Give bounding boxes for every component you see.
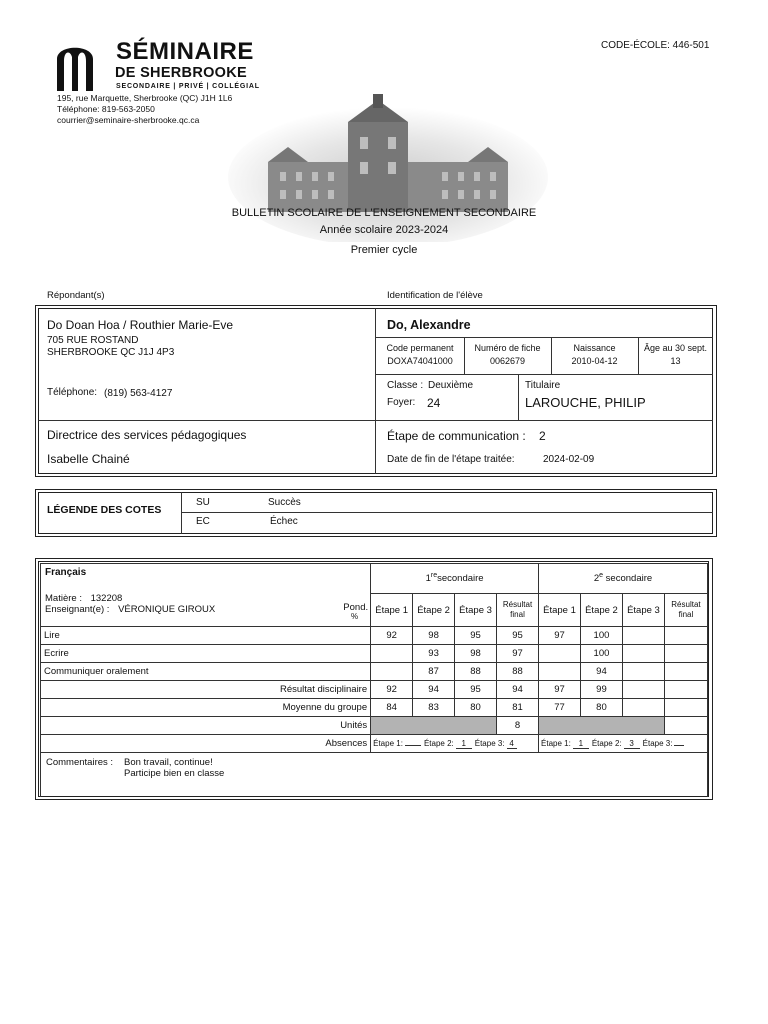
- grade-cell: 97: [539, 627, 581, 645]
- grade-cell: 81: [497, 699, 539, 717]
- legend-divider-horizontal: [182, 512, 713, 513]
- school-logo-icon: [57, 39, 93, 91]
- numero-fiche-label: Numéro de fiche: [474, 343, 541, 353]
- legend-divider-vertical: [181, 492, 182, 534]
- units-value: 8: [497, 717, 539, 735]
- grade-cell: 87: [413, 663, 455, 681]
- etape: 2: [539, 429, 546, 443]
- grade-cell: 97: [539, 681, 581, 699]
- foyer-label: Foyer:: [387, 397, 416, 408]
- grade-cell: 97: [497, 645, 539, 663]
- info-divider-student-top: [376, 337, 713, 338]
- abs-value: 1: [573, 739, 589, 749]
- grade-cell: [664, 663, 707, 681]
- units-shade-sec1: [371, 717, 497, 735]
- sec2-header: [539, 564, 708, 594]
- grade-cell: [371, 645, 413, 663]
- teacher-label: Enseignant(e) :: [45, 604, 110, 615]
- legend-label-su: Succès: [268, 497, 301, 508]
- matiere-line: [45, 593, 366, 604]
- grade-cell: 98: [413, 627, 455, 645]
- absences-sec1: [371, 735, 539, 753]
- col-header: Étape 2: [413, 594, 455, 627]
- legend-label-ec: Échec: [270, 516, 298, 527]
- naissance-label: Naissance: [573, 343, 616, 353]
- grade-row: [41, 699, 708, 717]
- sec1-num: 1: [425, 573, 431, 585]
- sec2-sup: e: [599, 572, 604, 580]
- pond-label: Pond.: [343, 602, 369, 613]
- col-header: Étape 3: [455, 594, 497, 627]
- comments-block: [46, 757, 702, 779]
- grade-cell: [664, 681, 707, 699]
- grade-cell: [539, 663, 581, 681]
- school-name-line1: SÉMINAIRE: [116, 38, 254, 65]
- subject-name: Français: [45, 567, 87, 578]
- school-name-line2: DE SHERBROOKE: [115, 65, 247, 81]
- matiere-label: Matière :: [45, 593, 82, 604]
- abs-label: Étape 2:: [423, 738, 454, 748]
- grade-cell: 100: [580, 627, 622, 645]
- school-phone: Téléphone: 819-563-2050: [57, 104, 155, 114]
- grade-cell: 80: [455, 699, 497, 717]
- grade-cell: 94: [413, 681, 455, 699]
- grade-row-label: Lire: [41, 627, 371, 645]
- grade-cell: 95: [497, 627, 539, 645]
- grade-row: [41, 627, 708, 645]
- grade-cell: 92: [371, 681, 413, 699]
- abs-value: [405, 745, 421, 746]
- abs-label: Étape 3:: [474, 738, 505, 748]
- etape-label: Étape de communication :: [387, 429, 526, 443]
- comment-line: Bon travail, continue!: [124, 757, 213, 768]
- comments-cell: [41, 753, 708, 798]
- abs-label: Étape 3:: [642, 738, 673, 748]
- sec1-header: [371, 564, 539, 594]
- director-title: Directrice des services pédagogiques: [47, 428, 247, 442]
- units-row: [41, 717, 708, 735]
- grade-cell: [664, 645, 707, 663]
- col-header: Résultat final: [664, 594, 707, 627]
- school-code: CODE-ÉCOLE: 446-501: [601, 40, 710, 51]
- respondent-city: SHERBROOKE QC J1J 4P3: [47, 347, 175, 358]
- abs-value: [674, 745, 684, 746]
- date-fin-label: Date de fin de l'étape traitée:: [387, 454, 515, 465]
- sec1-text: secondaire: [437, 573, 484, 585]
- grade-row-label: Ecrire: [41, 645, 371, 663]
- age: 13: [670, 356, 681, 366]
- grade-row: [41, 663, 708, 681]
- col-header: Étape 1: [371, 594, 413, 627]
- grade-cell: 92: [371, 627, 413, 645]
- teacher-line: [45, 602, 369, 615]
- grade-cell: [664, 699, 707, 717]
- sec2-text: secondaire: [603, 573, 653, 585]
- sec1-sup: re: [430, 572, 438, 580]
- grade-row: [41, 645, 708, 663]
- grade-cell: 88: [497, 663, 539, 681]
- respondent-phone: (819) 563-4127: [104, 388, 173, 399]
- pct-label: %: [351, 612, 359, 621]
- grade-row-label: Communiquer oralement: [41, 663, 371, 681]
- abs-label: Étape 1:: [373, 738, 403, 748]
- units-label: Unités: [41, 717, 371, 735]
- grade-row-label: Moyenne du groupe: [41, 699, 371, 717]
- foyer: 24: [427, 396, 441, 410]
- legend-code-ec: EC: [196, 516, 210, 527]
- col-header: Résultat final: [497, 594, 539, 627]
- grade-rows: [41, 627, 708, 717]
- matiere: 132208: [90, 593, 123, 604]
- abs-label: Étape 1:: [541, 738, 571, 748]
- grade-cell: [539, 645, 581, 663]
- grade-cell: 84: [371, 699, 413, 717]
- comments-row: [41, 753, 708, 798]
- bulletin-title: BULLETIN SCOLAIRE DE L'ENSEIGNEMENT SECONDAIRE: [231, 207, 537, 219]
- grade-cell: [622, 699, 664, 717]
- subject-cell: [41, 564, 371, 627]
- info-divider-vertical: [375, 308, 376, 474]
- col-header: Étape 1: [539, 594, 581, 627]
- comment-line: Participe bien en classe: [124, 768, 225, 779]
- code-permanent: DOXA74041000: [387, 356, 453, 366]
- units-shade-sec2: [539, 717, 665, 735]
- director-name: Isabelle Chainé: [47, 452, 130, 466]
- grade-cell: 98: [455, 645, 497, 663]
- col-header: Étape 3: [622, 594, 664, 627]
- grade-cell: 80: [580, 699, 622, 717]
- grade-cell: 94: [580, 663, 622, 681]
- absences-sec2: [539, 735, 708, 753]
- grade-cell: 88: [455, 663, 497, 681]
- respondent-street: 705 RUE ROSTAND: [47, 335, 139, 346]
- grade-cell: [622, 645, 664, 663]
- grade-cell: 77: [539, 699, 581, 717]
- respondent-names: Do Doan Hoa / Routhier Marie-Eve: [47, 318, 234, 332]
- titulaire: LAROUCHE, PHILIP: [525, 395, 646, 410]
- comments-text: [124, 757, 224, 779]
- numero-fiche: 0062679: [489, 356, 526, 366]
- respondents-label: Répondant(s): [47, 290, 105, 301]
- teacher: VÉRONIQUE GIROUX: [118, 604, 216, 615]
- bulletin-cycle: Premier cycle: [350, 244, 418, 256]
- abs-value: 4: [507, 739, 517, 749]
- school-address: 195, rue Marquette, Sherbrooke (QC) J1H 1L6: [57, 93, 233, 103]
- units-empty: [664, 717, 707, 735]
- building-photo-icon: [228, 92, 548, 242]
- school-tagline: SECONDAIRE | PRIVÉ | COLLÉGIAL: [116, 83, 260, 90]
- info-divider-horizontal: [38, 420, 713, 421]
- grade-row: [41, 681, 708, 699]
- school-email: courrier@seminaire-sherbrooke.qc.ca: [57, 115, 200, 125]
- student-identification-label: Identification de l'élève: [387, 290, 483, 301]
- grade-row-label: Résultat disciplinaire: [41, 681, 371, 699]
- classe-label: Classe :: [387, 380, 424, 391]
- grade-cell: 99: [580, 681, 622, 699]
- legend-code-su: SU: [196, 497, 210, 508]
- abs-value: 1: [456, 739, 472, 749]
- grade-cell: 95: [455, 681, 497, 699]
- grade-cell: [622, 663, 664, 681]
- student-name: Do, Alexandre: [387, 318, 471, 332]
- grade-cell: 94: [497, 681, 539, 699]
- code-permanent-label: Code permanent: [386, 343, 454, 353]
- info-divider-v4: [518, 374, 519, 420]
- sec2-num: 2: [593, 573, 600, 585]
- absences-row: [41, 735, 708, 753]
- grade-cell: [622, 627, 664, 645]
- absences-sec1-line: [373, 739, 536, 749]
- grade-cell: 95: [455, 627, 497, 645]
- legend-title: LÉGENDE DES COTES: [47, 504, 162, 516]
- age-label: Âge au 30 sept.: [643, 343, 708, 353]
- grades-header-row-1: [41, 564, 708, 594]
- naissance: 2010-04-12: [571, 356, 618, 366]
- grade-cell: 93: [413, 645, 455, 663]
- grade-cell: 100: [580, 645, 622, 663]
- abs-value: 3: [624, 739, 640, 749]
- abs-label: Étape 2:: [591, 738, 622, 748]
- info-divider-student-mid: [376, 374, 713, 375]
- comments-label: Commentaires :: [46, 757, 114, 768]
- respondent-phone-label: Téléphone:: [47, 387, 98, 398]
- classe: Deuxième: [428, 380, 474, 391]
- grades-table: [40, 563, 708, 797]
- grade-cell: [622, 681, 664, 699]
- school-contact: [57, 93, 232, 126]
- bulletin-year: Année scolaire 2023-2024: [319, 224, 449, 236]
- col-header: Étape 2: [580, 594, 622, 627]
- absences-sec2-line: [541, 739, 705, 749]
- titulaire-label: Titulaire: [525, 380, 561, 391]
- grade-cell: [664, 627, 707, 645]
- grade-cell: 83: [413, 699, 455, 717]
- grade-cell: [371, 663, 413, 681]
- absences-label: Absences: [41, 735, 371, 753]
- date-fin: 2024-02-09: [543, 454, 595, 465]
